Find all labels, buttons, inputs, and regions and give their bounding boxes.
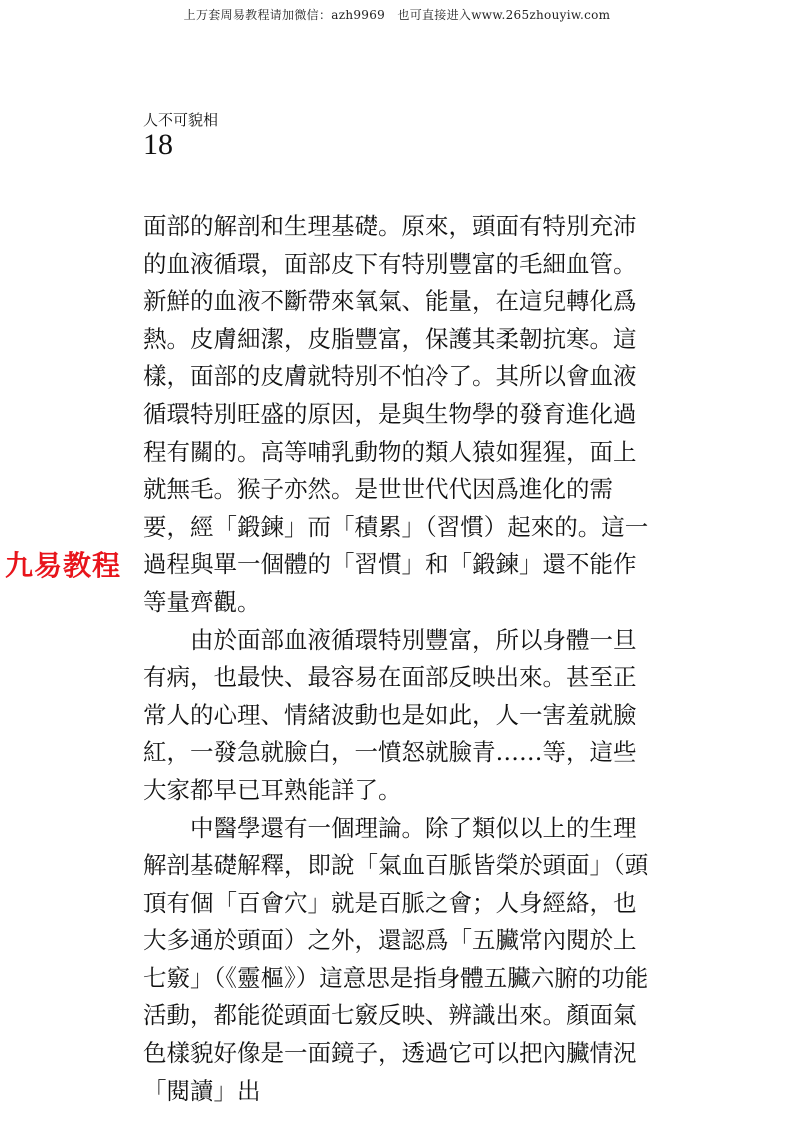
watermark-logo: 九易教程 — [5, 549, 122, 582]
paragraph-2: 由於面部血液循環特別豐富，所以身體一旦有病，也最快、最容易在面部反映出來。甚至正常人的心理、情緒波動也是如此，人一害羞就臉紅，一發急就臉白，一憤怒就臉青……等，這些大家都早已耳熟能詳了。 — [143, 625, 637, 804]
page-number: 18 — [143, 128, 173, 161]
paragraph-1: 面部的解剖和生理基礎。原來，頭面有特別充沛的血液循環，面部皮下有特別豐富的毛細血管。新鮮的血液不斷帶來氧氣、能量，在這兒轉化爲熱。皮膚細潔，皮脂豐富，保護其柔韌抗寒。這樣，面部的皮膚就特別不怕冷了。其所以會血液循環特別旺盛的原因，是與生物學的發育進化過程有關的。高等哺乳動物的類人猿如猩猩，面上就無毛。猴子亦然。是世世代代因爲進化的需要，經「鍛鍊」而「積累」（習慣）起來的。這一過程與單一個體的「習慣」和「鍛鍊」還不能作等量齊觀。 — [143, 212, 649, 616]
body-text — [143, 208, 658, 1110]
top-banner: 上万套周易教程请加微信：azh9969 也可直接进入www.265zhouyiw.com — [183, 8, 611, 22]
paragraph-3: 中醫學還有一個理論。除了類似以上的生理解剖基礎解釋，即說「氣血百脈皆榮於頭面」（頭頂有個「百會穴」就是百脈之會；人身經絡，也大多通於頭面）之外，還認爲「五臟常內閱於上七竅」（《靈樞》）這意思是指身體五臟六腑的功能活動，都能從頭面七竅反映、辨識出來。顏面氣色樣貌好像是一面鏡子，透過它可以把內臟情況「閱讀」出 — [143, 813, 649, 1105]
running-title: 人不可貌相 — [143, 111, 219, 129]
